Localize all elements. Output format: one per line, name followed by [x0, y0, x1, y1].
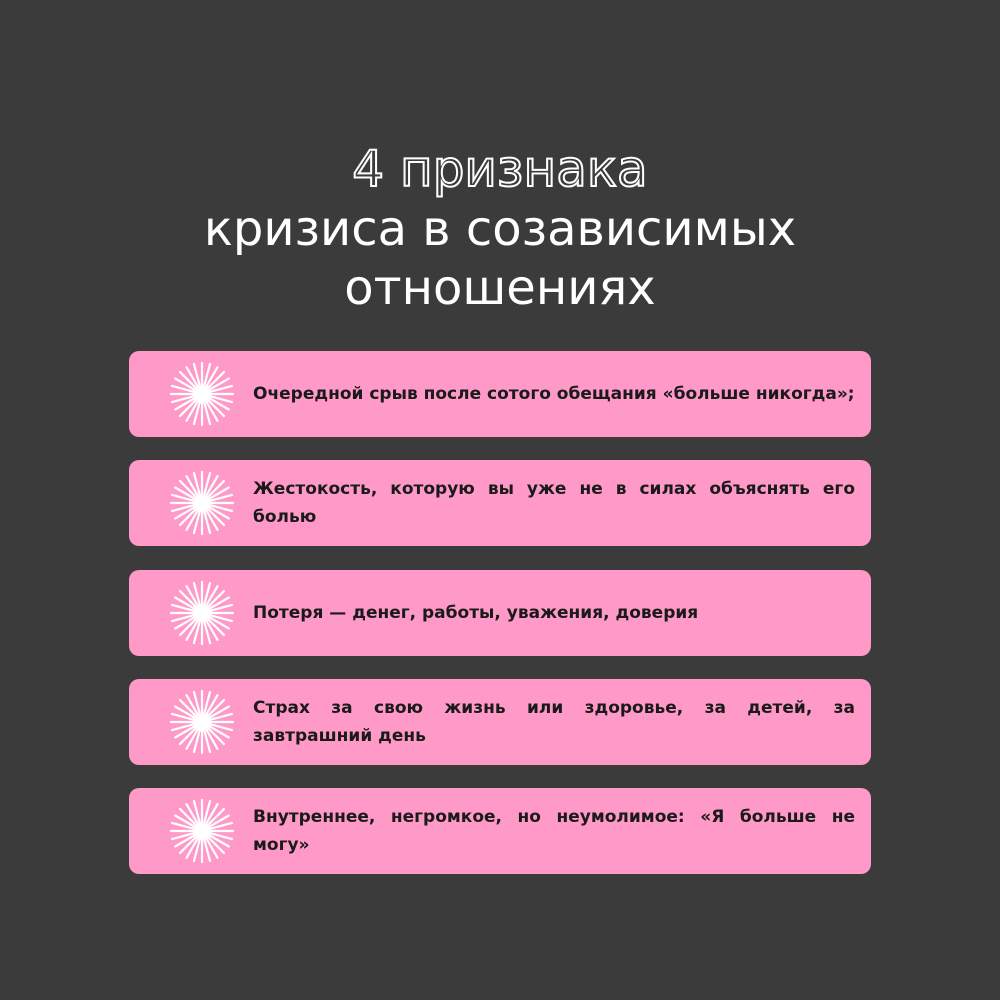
starburst-icon [169, 689, 235, 755]
starburst-icon [169, 470, 235, 536]
list-item-text: Страх за свою жизнь или здоровье, за детей, за завтрашний день [253, 698, 855, 746]
list-item-5 [129, 788, 871, 874]
title-line-3: отношениях [344, 260, 656, 316]
title-line-1: 4 признака [352, 140, 648, 198]
starburst-icon [169, 798, 235, 864]
list-item-4 [129, 679, 871, 765]
starburst-icon [169, 361, 235, 427]
starburst-center [198, 609, 206, 617]
list-item-text: Очередной срыв после сотого обещания «больше никогда»; [253, 384, 855, 404]
list-item-1 [129, 351, 871, 437]
title-block [0, 138, 1000, 318]
starburst-center [198, 499, 206, 507]
title-line-2: кризиса в созависимых [203, 201, 797, 257]
list-item-text: Потеря — денег, работы, уважения, доверия [253, 603, 699, 623]
list-item-3 [129, 570, 871, 656]
starburst-center [198, 827, 206, 835]
list-item-2 [129, 460, 871, 546]
list-item-text: Внутреннее, негромкое, но неумолимое: «Я больше не могу» [253, 807, 855, 855]
starburst-center [198, 718, 206, 726]
starburst-center [198, 390, 206, 398]
starburst-icon [169, 580, 235, 646]
list-item-text: Жестокость, которую вы уже не в силах объяснять его болью [253, 479, 855, 527]
